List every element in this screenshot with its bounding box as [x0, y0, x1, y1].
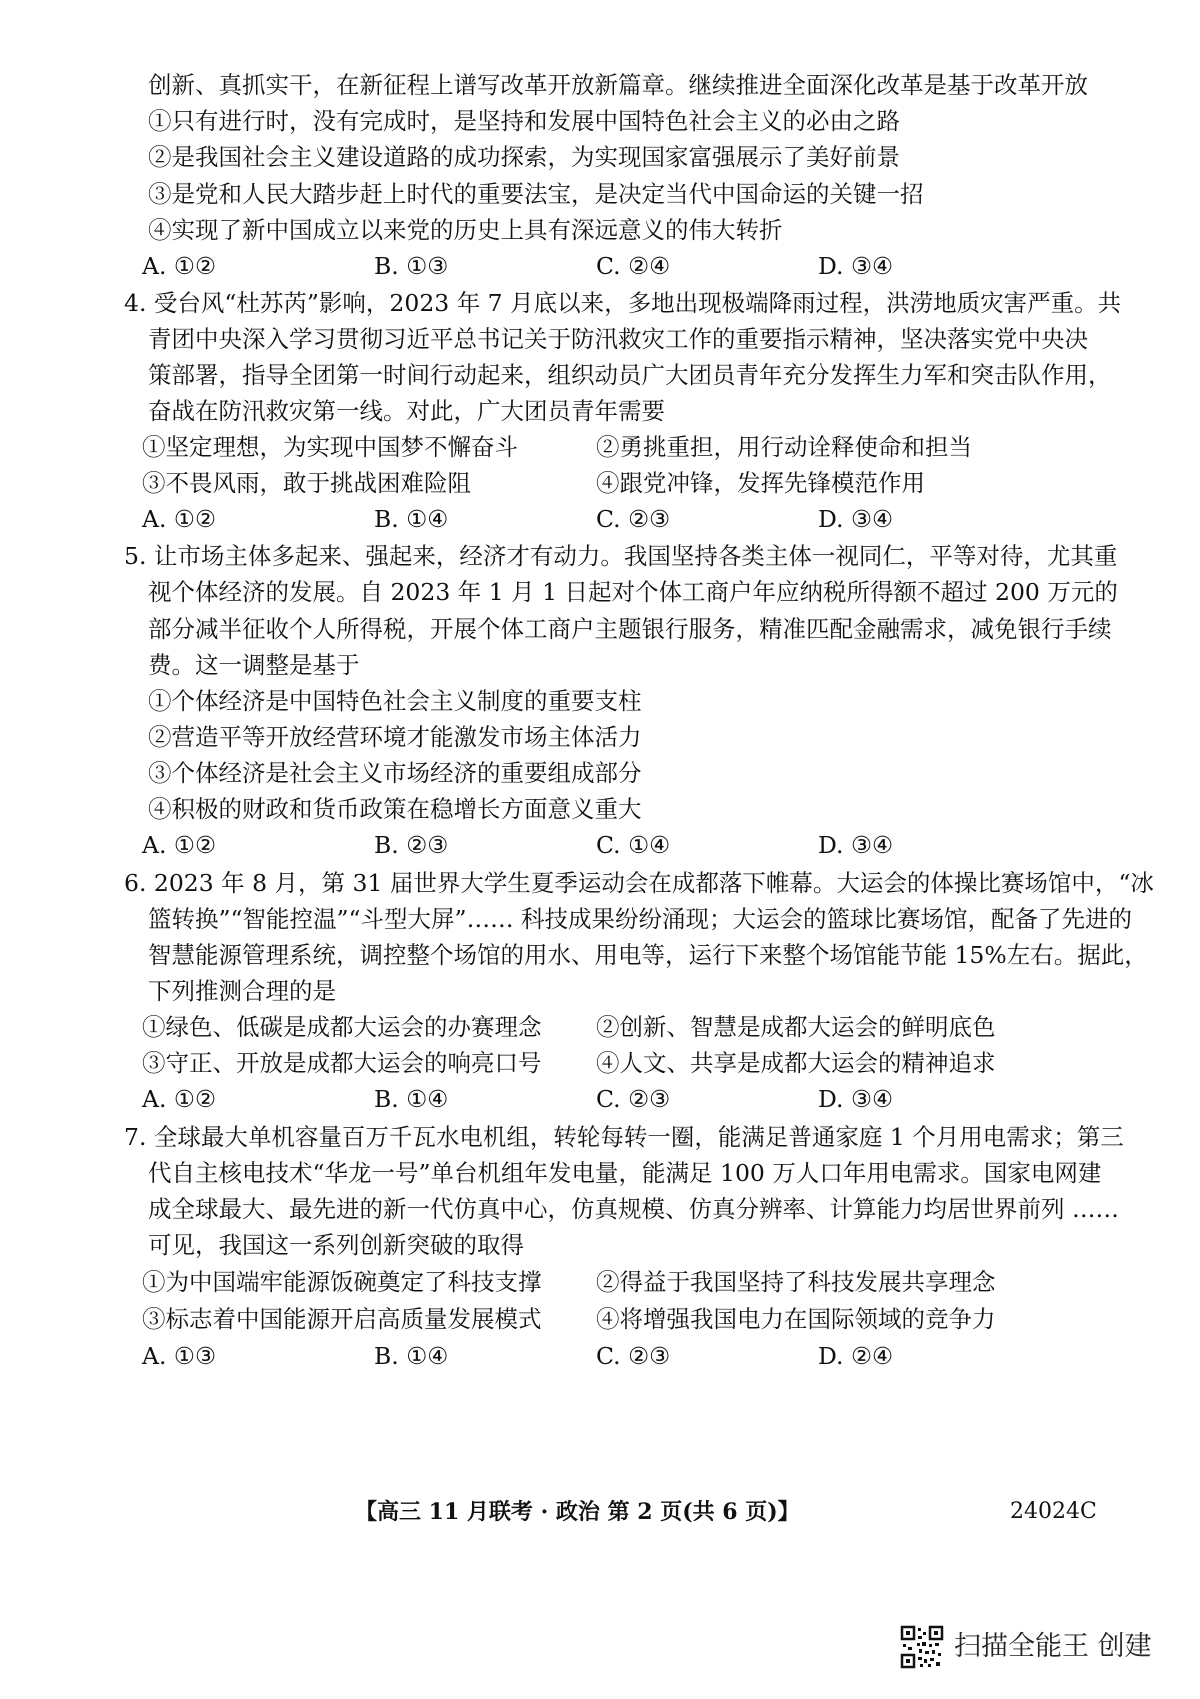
q5-option-c: C. ①④	[596, 831, 671, 859]
q6-option-b: B. ①④	[374, 1085, 449, 1113]
q7-option-d: D. ②④	[818, 1342, 894, 1370]
q4-options	[142, 504, 1093, 534]
q5-item-4: ④积极的财政和货币政策在稳增长方面意义重大	[148, 795, 642, 823]
q5-option-a: A. ①②	[142, 831, 217, 859]
q3-stem-line: 创新、真抓实干，在新征程上谱写改革开放新篇章。继续推进全面深化改革是基于改革开放	[148, 71, 1088, 99]
q3-option-b: B. ①③	[374, 252, 449, 280]
q7-stem-2: 代自主核电技术“华龙一号”单台机组年发电量，能满足 100 万人口年用电需求。国家电网建	[148, 1159, 1102, 1187]
q4-item-3: ③不畏风雨，敢于挑战困难险阻	[142, 469, 471, 497]
exam-code: 24024C	[1010, 1499, 1097, 1524]
q5-options	[142, 830, 1093, 860]
q3-item-1: ①只有进行时，没有完成时，是坚持和发展中国特色社会主义的必由之路	[148, 107, 900, 135]
q6-options	[142, 1084, 1093, 1114]
q6-stem-4: 下列推测合理的是	[148, 977, 336, 1005]
q7-items-row-1	[142, 1267, 1093, 1297]
q5-stem-3: 部分减半征收个人所得税，开展个体工商户主题银行服务，精准匹配金融需求，减免银行手续	[148, 615, 1112, 643]
q6-items-row-2	[142, 1048, 1093, 1078]
q7-stem-4: 可见，我国这一系列创新突破的取得	[148, 1231, 524, 1259]
scanner-text: 扫描全能王 创建	[954, 1631, 1152, 1662]
q7-stem-3: 成全球最大、最先进的新一代仿真中心，仿真规模、仿真分辨率、计算能力均居世界前列 ……	[148, 1195, 1119, 1223]
q3-item-4: ④实现了新中国成立以来党的历史上具有深远意义的伟大转折	[148, 216, 783, 244]
q4-option-a: A. ①②	[142, 505, 217, 533]
q6-option-a: A. ①②	[142, 1085, 217, 1113]
q7-stem-1: 7. 全球最大单机容量百万千瓦水电机组，转轮每转一圈，能满足普通家庭 1 个月用电需求；第三	[124, 1123, 1124, 1151]
q5-item-1: ①个体经济是中国特色社会主义制度的重要支柱	[148, 687, 642, 715]
q6-item-4: ④人文、共享是成都大运会的精神追求	[596, 1049, 996, 1077]
q7-option-c: C. ②③	[596, 1342, 671, 1370]
q6-option-c: C. ②③	[596, 1085, 671, 1113]
q7-item-1: ①为中国端牢能源饭碗奠定了科技支撑	[142, 1268, 542, 1296]
q7-item-2: ②得益于我国坚持了科技发展共享理念	[596, 1268, 996, 1296]
q4-item-4: ④跟党冲锋，发挥先锋模范作用	[596, 469, 925, 497]
q3-option-c: C. ②④	[596, 252, 671, 280]
q3-item-2: ②是我国社会主义建设道路的成功探索，为实现国家富强展示了美好前景	[148, 143, 900, 171]
q6-option-d: D. ③④	[818, 1085, 894, 1113]
q4-stem-1: 4. 受台风“杜苏芮”影响，2023 年 7 月底以来，多地出现极端降雨过程，洪涝地质灾害严重。共	[124, 289, 1122, 317]
q3-item-3: ③是党和人民大踏步赶上时代的重要法宝，是决定当代中国命运的关键一招	[148, 180, 924, 208]
q4-stem-3: 策部署，指导全团第一时间行动起来，组织动员广大团员青年充分发挥生力军和突击队作用，	[148, 361, 1112, 389]
q4-stem-4: 奋战在防汛救灾第一线。对此，广大团员青年需要	[148, 397, 665, 425]
q4-option-b: B. ①④	[374, 505, 449, 533]
q4-item-1: ①坚定理想，为实现中国梦不懈奋斗	[142, 433, 518, 461]
q5-stem-4: 费。这一调整是基于	[148, 651, 360, 679]
q6-item-2: ②创新、智慧是成都大运会的鲜明底色	[596, 1013, 996, 1041]
q6-stem-1: 6. 2023 年 8 月，第 31 届世界大学生夏季运动会在成都落下帷幕。大运会的体操比赛场馆中，“冰	[124, 869, 1154, 897]
q4-item-2: ②勇挑重担，用行动诠释使命和担当	[596, 433, 972, 461]
q7-option-b: B. ①④	[374, 1342, 449, 1370]
q3-option-a: A. ①②	[142, 252, 217, 280]
q6-items-row-1	[142, 1012, 1093, 1042]
q4-option-d: D. ③④	[818, 505, 894, 533]
q4-items-row-2	[142, 468, 1093, 498]
q7-item-3: ③标志着中国能源开启高质量发展模式	[142, 1305, 542, 1333]
q3-options	[142, 251, 1093, 281]
qr-code-icon	[900, 1625, 944, 1669]
q3-option-d: D. ③④	[818, 252, 894, 280]
q5-item-3: ③个体经济是社会主义市场经济的重要组成部分	[148, 759, 642, 787]
q7-items-row-2	[142, 1304, 1093, 1334]
page-footer: 【高三 11 月联考 · 政治 第 2 页(共 6 页)】	[355, 1499, 800, 1525]
q4-items-row-1	[142, 432, 1093, 462]
q5-stem-2: 视个体经济的发展。自 2023 年 1 月 1 日起对个体工商户年应纳税所得额不超过 200 万元的	[148, 578, 1118, 606]
q4-stem-2: 青团中央深入学习贯彻习近平总书记关于防汛救灾工作的重要指示精神，坚决落实党中央决	[148, 325, 1088, 353]
q7-option-a: A. ①③	[142, 1342, 217, 1370]
q5-option-b: B. ②③	[374, 831, 449, 859]
q7-options	[142, 1341, 1093, 1371]
q7-item-4: ④将增强我国电力在国际领域的竞争力	[596, 1305, 996, 1333]
q6-item-1: ①绿色、低碳是成都大运会的办赛理念	[142, 1013, 542, 1041]
q5-option-d: D. ③④	[818, 831, 894, 859]
q6-stem-2: 篮转换”“智能控温”“斗型大屏”…… 科技成果纷纷涌现；大运会的篮球比赛场馆，配备了先进的	[148, 905, 1133, 933]
q5-item-2: ②营造平等开放经营环境才能激发市场主体活力	[148, 723, 642, 751]
q6-item-3: ③守正、开放是成都大运会的响亮口号	[142, 1049, 542, 1077]
q5-stem-1: 5. 让市场主体多起来、强起来，经济才有动力。我国坚持各类主体一视同仁，平等对待，尤其重	[124, 542, 1118, 570]
q4-option-c: C. ②③	[596, 505, 671, 533]
q6-stem-3: 智慧能源管理系统，调控整个场馆的用水、用电等，运行下来整个场馆能节能 15%左右。据此，	[148, 941, 1148, 969]
